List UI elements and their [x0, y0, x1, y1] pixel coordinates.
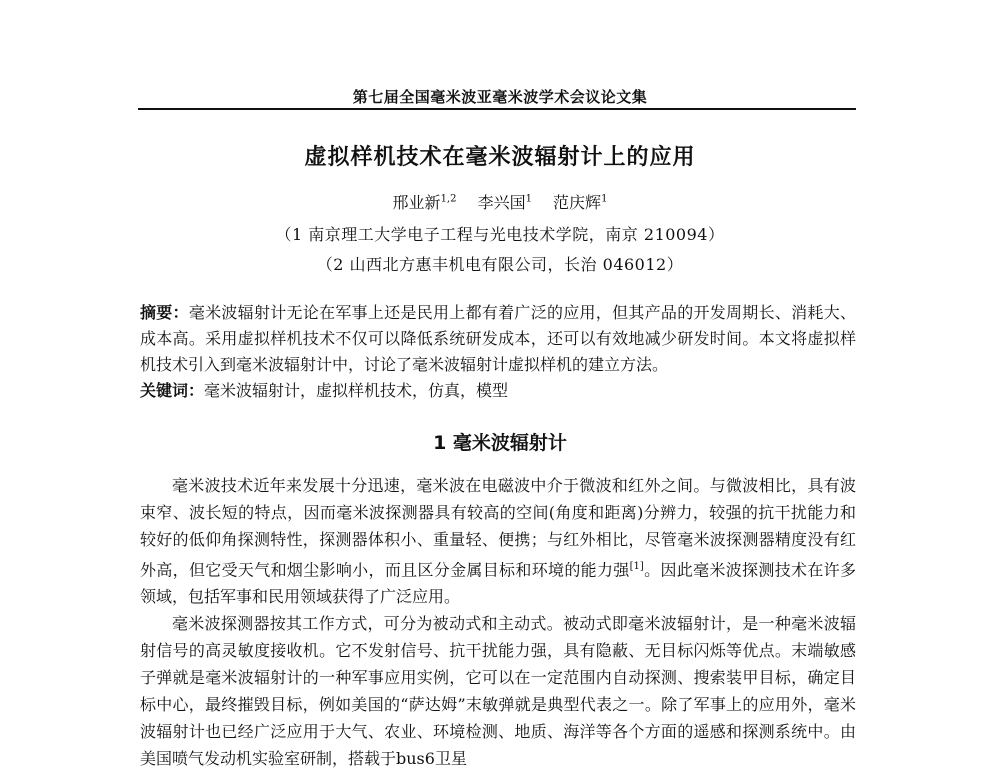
paragraph-text: 毫米波技术近年来发展十分迅速，毫米波在电磁波中介于微波和红外之间。与微波相比，具有波束窄、波长短的特点，因而毫米波探测器具有较高的空间(角度和距离)分辨力，较强的抗干扰能力和较好的低仰角探测特性，探测器体积小、重量轻、便携；与红外相比，尽管毫米波探测器精度没有红外高，但它受天气和烟尘影响小，而且区分金属目标和环境的能力强 [140, 476, 856, 580]
abstract-label: 摘要： [140, 303, 189, 322]
author [393, 193, 457, 212]
author-affiliation-mark: 1,2 [440, 193, 457, 205]
author-name: 邢业新 [392, 193, 441, 212]
section-body [140, 472, 856, 772]
paragraph-text: 。因此毫米波探测技术在许多领域，包括军事和民用领域获得了广泛应用。 [140, 560, 856, 607]
keywords-label: 关键词： [140, 381, 205, 400]
affiliation-2: （2 山西北方惠丰机电有限公司，长治 046012） [316, 255, 684, 274]
section-heading: 1 毫米波辐射计 [433, 432, 567, 454]
abstract [140, 300, 856, 378]
paper-title: 虚拟样机技术在毫米波辐射计上的应用 [304, 145, 696, 170]
keywords [140, 378, 856, 404]
author-name: 范庆辉 [553, 193, 602, 212]
header-rule [138, 108, 856, 110]
author-name: 李兴国 [477, 193, 526, 212]
author [478, 193, 532, 212]
author [553, 193, 607, 212]
body-paragraph: 毫米波探测器按其工作方式，可分为被动式和主动式。被动式即毫米波辐射计，是一种毫米波辐射信号的高灵敏度接收机。它不发射信号、抗干扰能力强，具有隐蔽、无目标闪烁等优点。末端敏感子弹就是毫米波辐射计的一种军事应用实例，它可以在一定范围内自动探测、搜索装甲目标，确定目标中心，最终摧毁目标，例如美国的“萨达姆”末敏弹就是典型代表之一。除了军事上的应用外，毫米波辐射计也已经广泛应用于大气、农业、环境检测、地质、海洋等各个方面的遥感和探测系统中。由美国喷气发动机实验室研制，搭载于bus6卫星 [140, 614, 856, 769]
author-affiliation-mark: 1 [601, 193, 608, 205]
abstract-text: 毫米波辐射计无论在军事上还是民用上都有着广泛的应用，但其产品的开发周期长、消耗大、成本高。采用虚拟样机技术不仅可以降低系统研发成本，还可以有效地减少研发时间。本文将虚拟样机技术引入到毫米波辐射计中，讨论了毫米波辐射计虚拟样机的建立方法。 [140, 303, 856, 374]
keywords-text: 毫米波辐射计，虚拟样机技术，仿真，模型 [204, 381, 509, 400]
running-header: 第七届全国毫米波亚毫米波学术会议论文集 [352, 88, 648, 106]
author-list [150, 190, 850, 213]
author-affiliation-mark: 1 [525, 193, 532, 205]
affiliation-1: （1 南京理工大学电子工程与光电技术学院，南京 210094） [275, 225, 725, 244]
body-paragraph [140, 472, 856, 610]
citation-ref: [1] [629, 561, 644, 572]
